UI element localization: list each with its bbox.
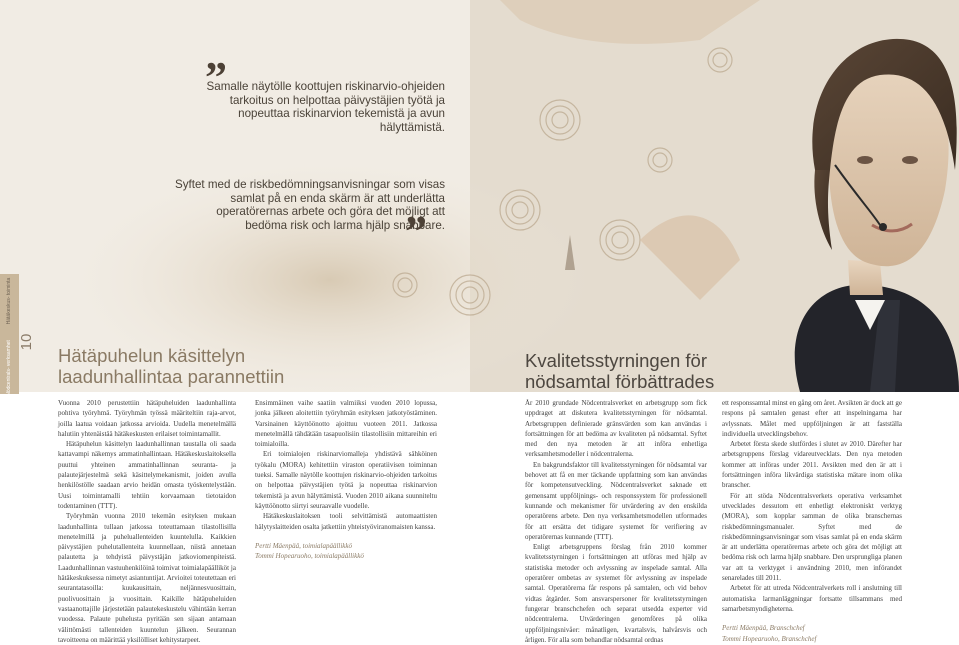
open-quote-icon: ” [205, 53, 227, 102]
paragraph: År 2010 grundade Nödcentralsverket en arbetsgrupp som fick uppdraget att diskutera kvalitetsstyrningen för nödsamtal. Arbetsgruppen definierade gränsvärden som kan användas i fortsättningen för att bedöma av kvaliteten på nödsamtal. Syftet med den nya metoden är att införa enhetliga verksamhetsmodeller i nödcentralerna. [525, 399, 707, 459]
side-label-swedish: Nödcentrals- verksamhet [6, 340, 12, 396]
quote-finnish: Samalle näytölle koottujen riskinarvio-ohjeiden tarkoitus on helpottaa päivystäjien työtä ja nopeuttaa riskinarvion tekemistä ja avun hälyttämistä. [206, 80, 445, 134]
paragraph: Arbetet för att utreda Nödcentralverkets roll i anslutning till automatiska larmanläggningar fortsatte tillsammans med samarbetsmyndigheterna. [722, 584, 902, 613]
paragraph: Arbetet första skede slutfördes i slutet av 2010. Därefter har arbetsgruppens förslag vidareutvecklats. Den nya metoden kommer att införas under 2011. Avsikten med den är att i fortsättningen införa likvärdiga statistiska mätare inom olika branscher. [722, 440, 902, 490]
paragraph: Työryhmän vuonna 2010 tekemän esityksen mukaan laadunhallinta tullaan jatkossa toteuttamaan tilastollisilla menetelmillä ja puheluallenteiden kuuntelulla. Kaikkien päivystäjien puhelutallenteita kuunnellaan, niistä annetaan palautetta ja tehdyistä päivystäjän jatkoviomenpiteistä. Laadunhallinnan vastuuhenkilöinä toimivat toimialapäälliköt ja hätäkeskuksessa nimetyt asiantuntijat. Arvioitei toteutettaan eri seurantatasoilla: kuukausittain, neljännesvuosittain, puolivuosittain ja vuosittain. Kaikille hätäpuheluiden vastaanottajille järjestetään palautekeskustelu vähintään kerran vuodessa. Palaute puhelusta pyritään sen sijaan antamaan välittömästi tallenteiden kuuntelun jälkeen. Seurannan tavoitteena on määrittää yksilölliset kehitystarpeet. [58, 512, 236, 644]
paragraph: Enligt arbetsgruppens förslag från 2010 kommer kvalitetsstyrningen i fortsättningen att utföras med hjälp av statistiska metoder och avlyssning av inspelade samtal. Alla operatörer ombetas av systemet för avlyssning av inspelade samtal. Operatörerna får respons på samtalen, och vid behov vidtas åtgärder. Som ansvarspersoner för kvalitetsstyrningen fungerar branschchefen och separat utsedda experter vid nödcentralerna. Utvärderingen genomföres på olika uppföljningsnivåer: månatligen, kvartalsvis, halvårsvis och årligen. För alla som behandlar nödsamtal ordnas [525, 543, 707, 644]
heading-swedish-text: Kvalitetsstyrningen för nödsamtal förbättrades [525, 350, 715, 392]
paragraph: Eri toimialojen riskinarviomalleja yhdistävä sähköinen työkalu (MORA) kehitettiin viraston operatiivisen toiminnan tueksi. Samalle näytölle koottujen riskinarvio-ohjeiden tarkoitus on helpottaa päivystäjien työtä ja nopeuttaa riskinarvion tekemistä ja avun hälyttämistä. Vuoden 2010 aikana suunniteltu käyttöönotto siirtyi seuraavalle vuodelle. [255, 450, 437, 510]
paragraph: Ensimmäinen vaihe saatiin valmiiksi vuoden 2010 lopussa, jonka jälkeen aloitettiin työryhmän esityksen jatkotyöstäminen. Varsinainen käyttöönotto ajoittuu vuoteen 2011. Jatkossa menetelmällä tähdätään tasapuolisiin tilastollisiin mittareihin eri toimialoilla. [255, 399, 437, 449]
column-1 [58, 398, 236, 645]
signature: Pertti Mäenpää, Branschchef Tommi Hopearuoho, Branschchef [722, 624, 817, 643]
heading-swedish [525, 350, 745, 392]
side-label-finnish: Hätäkeskus- toiminta [6, 277, 12, 325]
signature: Pertti Mäenpää, toimialapäällikkö Tommi Hopearuoho, toimialapäällikkö [255, 541, 364, 561]
quote-swedish: Syftet med de riskbedömningsanvisningar som visas samlat på en enda skärm är att underlätta operatörernas arbete och göra det möjligt att bedöma risk och larma hjälp snabbare. [175, 178, 446, 232]
heading-finnish [58, 345, 308, 387]
column-3 [525, 398, 707, 645]
paragraph: För att stöda Nödcentralsverkets operativa verksamhet utvecklades dessutom ett enhetligt elektroniskt verktyg (MORA), som kopplar samman de olika branschernas riskbedömningsmanualer. Syftet med de riskbedömningsanvisningar som visas samlat på en enda skärm är att underlätta operatörernas arbete och göra det möjligt att bedöma risk och larma hjälp snabbare. Den ursprungliga planen var att ta verktyget i användning 2010, men införandet senarelades till 2011. [722, 491, 902, 583]
paragraph: Hätäpuhelun käsittelyn laadunhallinnan taustalla oli saada kattavampi näkemys ammatinhallintaan. Hätäkeskuslaitoksella puuttui yhteinen ammatinhallinnan seuranta- ja palautejärjestelmä sekä käsittelymekanismit, joiden avulla henkilöstölle saadaan arvio heidän omasta työskentelystään. Uusi toimintamalli tehtiin korvaamaan tietotaidon todentaminen (TTT). [58, 440, 236, 510]
column-4 [722, 398, 902, 644]
heading-finnish-text: Hätäpuhelun käsittelyn laadunhallintaa parannettiin [58, 345, 285, 387]
close-quote-icon: ” [405, 207, 427, 256]
paragraph: ett responssamtal minst en gång om året. Avsikten är dock att ge respons på samtalen genast efter att inspelningarna har avlyssnats. Målet med uppföljningen är att fastställa individuella utvecklingsbehov. [722, 399, 902, 438]
page-number: 10 [18, 333, 35, 351]
paragraph: Vuonna 2010 perustettiin hätäpuheluiden laadunhallinta pohtiva työryhmä. Työryhmän työssä määriteltiin raja-arvot, joilla laatua voidaan jatkossa arvioida. Uudella menetelmällä halutiin yhtenäistää hätäkeskusten erilaiset toimintamallit. [58, 399, 236, 438]
paragraph: Hätäkeskuslaitoksen tooli selvittämistä automaattisten hälytyslaitteiden osalta jatkettiin yhteistyöviranomaisten kanssa. [255, 512, 437, 531]
paragraph: En bakgrundsfaktor till kvalitetsstyrningen för nödsamtal var behovet att få en mer täckande uppfattning som kan användas för kompetensutveckling. Nödcentralsverket saknade ett gemensamt uppföljnings- och responssystem för professionell kunnande och mekanismer för utvärdering av den enskilda operatörens arbete. Den nya verksamhetsmodellen utformades för att ersätta det tidigare systemet för verifiering av operatörernas kunnande (TTT). [525, 460, 707, 541]
column-2 [255, 398, 437, 561]
